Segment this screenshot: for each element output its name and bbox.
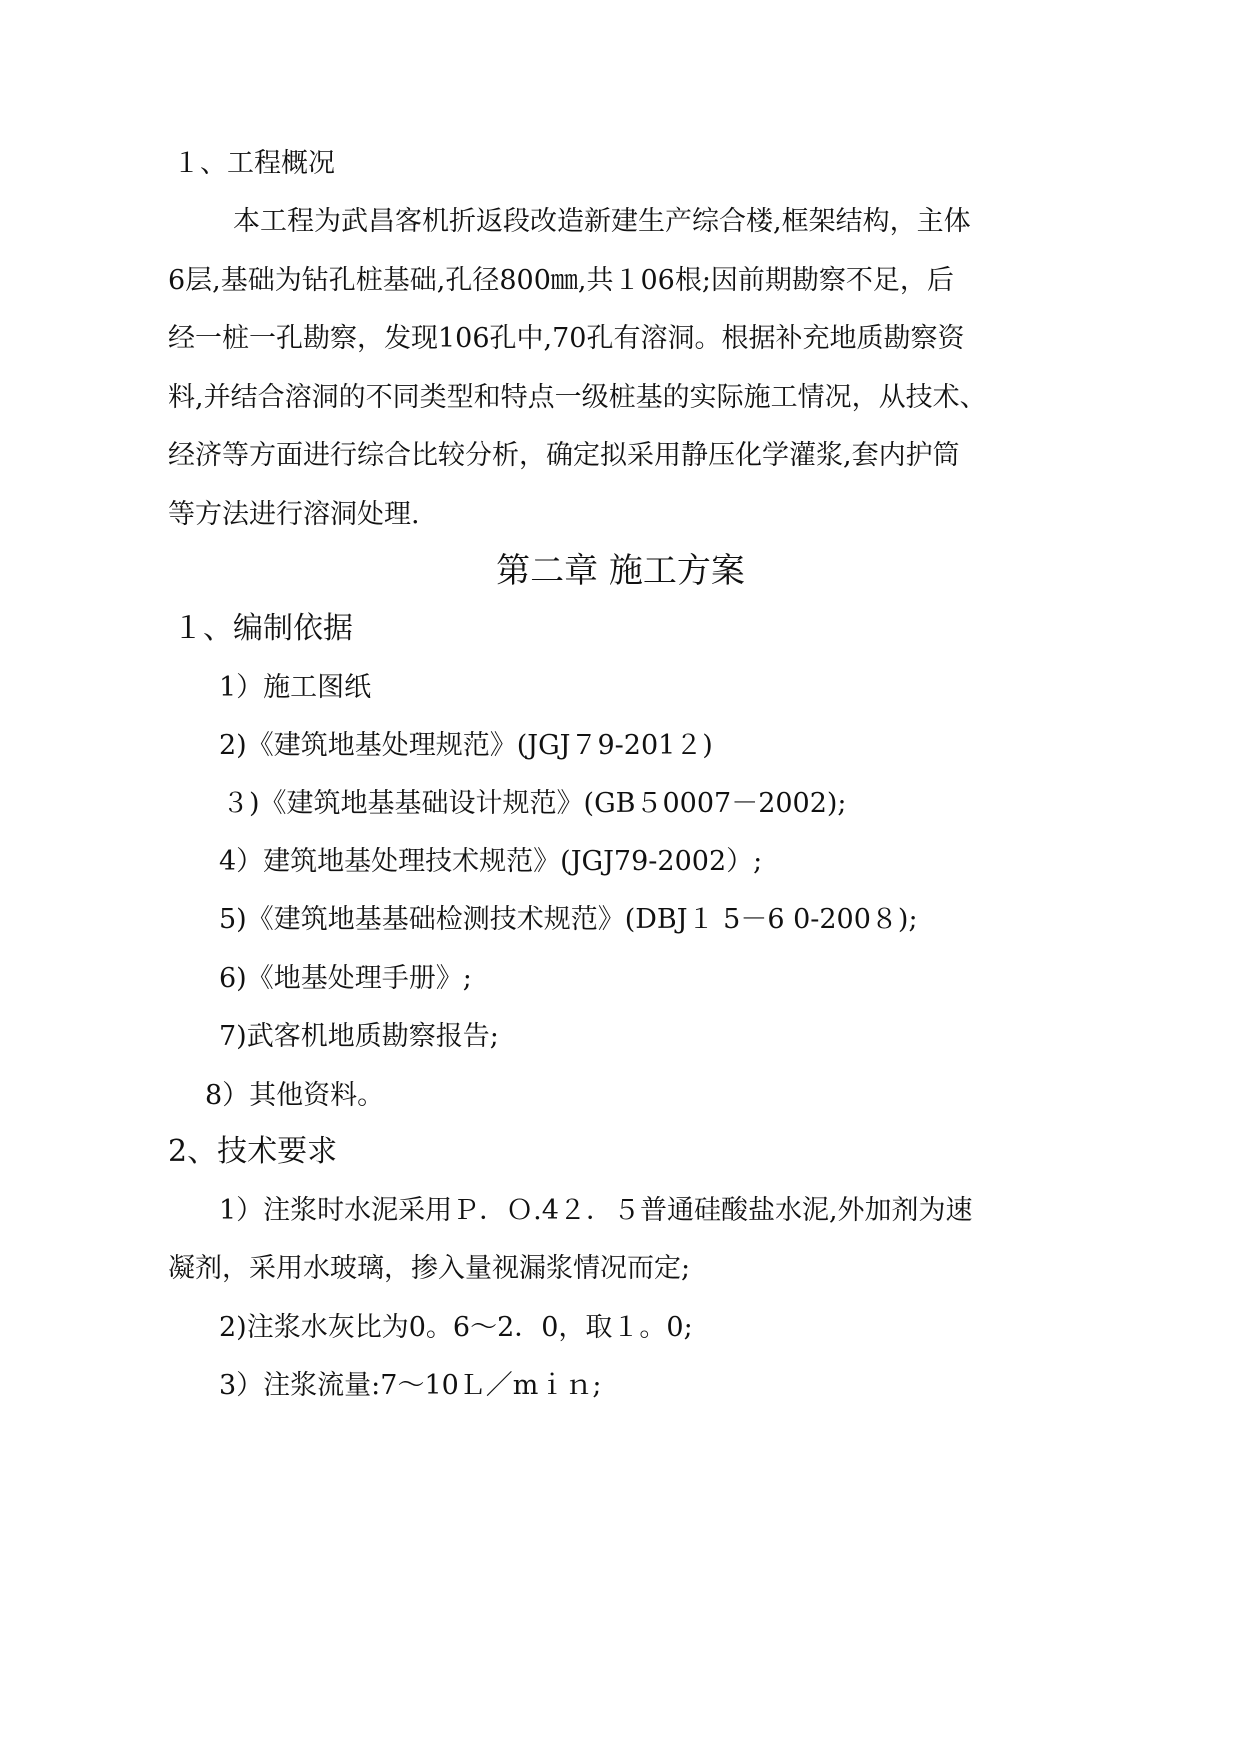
basis-list-item: 2)《建筑地基处理规范》(JGJ７9-201２)	[219, 730, 713, 761]
section-heading-project-overview: １、工程概况	[173, 148, 335, 179]
section-heading-tech-requirements: 2、技术要求	[168, 1134, 338, 1169]
paragraph-line: 6层,基础为钻孔桩基础,孔径800㎜,共１06根;因前期勘察不足，后	[168, 265, 954, 296]
paragraph-line: 料,并结合溶洞的不同类型和特点一级桩基的实际施工情况，从技术、	[168, 382, 987, 413]
paragraph-line: 等方法进行溶洞处理.	[168, 499, 420, 530]
basis-list-item: 7)武客机地质勘察报告;	[219, 1021, 499, 1052]
basis-list-item: 1）施工图纸	[219, 672, 372, 703]
tech-requirement-line: 凝剂，采用水玻璃，掺入量视漏浆情况而定;	[168, 1253, 691, 1284]
basis-list-item: 5)《建筑地基基础检测技术规范》(DBJ１ 5－6 0-200８);	[219, 904, 918, 935]
paragraph-line: 经济等方面进行综合比较分析，确定拟采用静压化学灌浆,套内护筒	[168, 440, 960, 471]
basis-list-item: ３)《建筑地基基础设计规范》(GB５0007－2002);	[222, 788, 847, 819]
chapter-title: 第二章 施工方案	[496, 551, 745, 591]
paragraph-line: 经一桩一孔勘察，发现106孔中,70孔有溶洞。根据补充地质勘察资	[168, 323, 965, 354]
paragraph-line: 本工程为武昌客机折返段改造新建生产综合楼,框架结构，主体	[233, 206, 971, 237]
basis-list-item: 4）建筑地基处理技术规范》(JGJ79-2002）;	[219, 846, 763, 877]
basis-list-item: 6)《地基处理手册》;	[219, 963, 472, 994]
tech-requirement-line: 1）注浆时水泥采用Ｐ．Ｏ.4２．５普通硅酸盐水泥,外加剂为速	[219, 1195, 973, 1226]
basis-list-item: 8）其他资料。	[205, 1080, 385, 1111]
section-heading-basis: １、编制依据	[173, 611, 353, 646]
tech-requirement-line: 3）注浆流量:7～10Ｌ／mｉｎ;	[219, 1370, 602, 1401]
tech-requirement-line: 2)注浆水灰比为0。6～2．0，取１。0;	[219, 1312, 693, 1343]
